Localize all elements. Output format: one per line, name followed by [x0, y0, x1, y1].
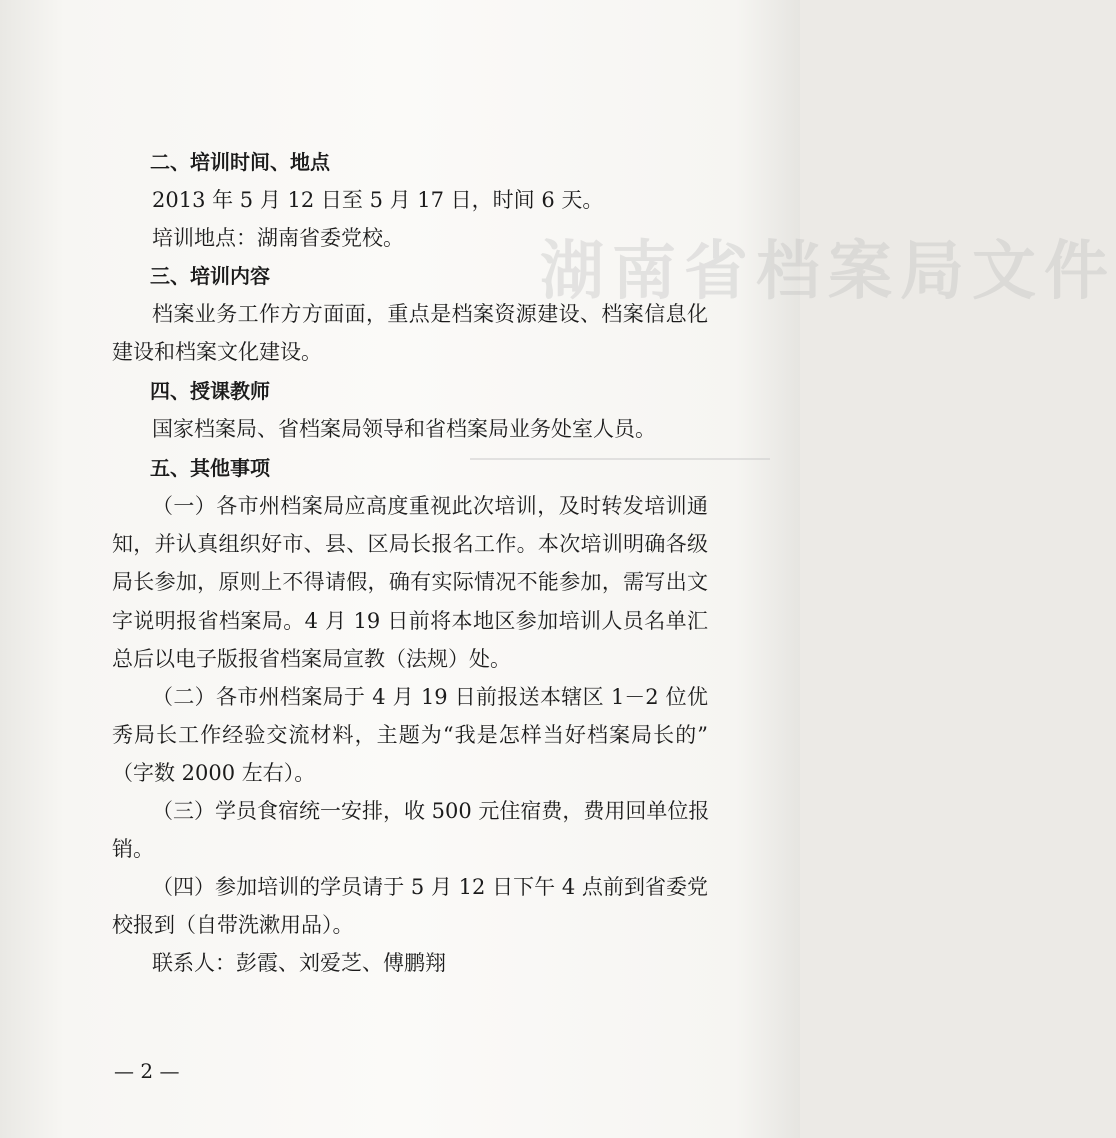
show-through-text: 湖南省档案局文件: [540, 234, 1116, 309]
item-one-line: 字说明报省档案局。4 月 19 日前将本地区参加培训人员名单汇: [112, 609, 708, 633]
section-heading-other-matters: 五、其他事项: [150, 456, 270, 480]
page-number: — 2 —: [114, 1059, 180, 1083]
content-paragraph-line: 档案业务工作方方面面，重点是档案资源建设、档案信息化: [152, 302, 708, 326]
content-paragraph-line: 建设和档案文化建设。: [112, 340, 322, 364]
item-four-line: 校报到（自带洗漱用品）。: [112, 913, 354, 937]
section-heading-teachers: 四、授课教师: [150, 379, 270, 403]
section-heading-content: 三、培训内容: [150, 264, 270, 288]
item-one-line: 知，并认真组织好市、县、区局长报名工作。本次培训明确各级: [112, 532, 708, 556]
teachers-paragraph: 国家档案局、省档案局领导和省档案局业务处室人员。: [152, 417, 656, 441]
training-location: 培训地点：湖南省委党校。: [152, 226, 404, 250]
item-three-line: （三）学员食宿统一安排，收 500 元住宿费，费用回单位报: [152, 799, 710, 823]
item-four-line: （四）参加培训的学员请于 5 月 12 日下午 4 点前到省委党: [152, 875, 708, 899]
contact-persons: 联系人：彭霞、刘爱芝、傅鹏翔: [152, 951, 446, 975]
item-two-line: 秀局长工作经验交流材料，主题为“我是怎样当好档案局长的”: [112, 723, 708, 747]
section-heading-time-place: 二、培训时间、地点: [150, 150, 330, 174]
item-two-line: （字数 2000 左右）。: [112, 761, 316, 785]
item-one-line: 总后以电子版报省档案局宣教（法规）处。: [112, 647, 511, 671]
item-one-line: 局长参加，原则上不得请假，确有实际情况不能参加，需写出文: [112, 570, 708, 594]
item-two-line: （二）各市州档案局于 4 月 19 日前报送本辖区 1－2 位优: [152, 685, 708, 709]
item-one-line: （一）各市州档案局应高度重视此次培训，及时转发培训通: [152, 494, 708, 518]
item-three-line: 销。: [112, 837, 154, 861]
show-through-rule: [470, 458, 770, 460]
training-dates: 2013 年 5 月 12 日至 5 月 17 日，时间 6 天。: [152, 188, 604, 212]
